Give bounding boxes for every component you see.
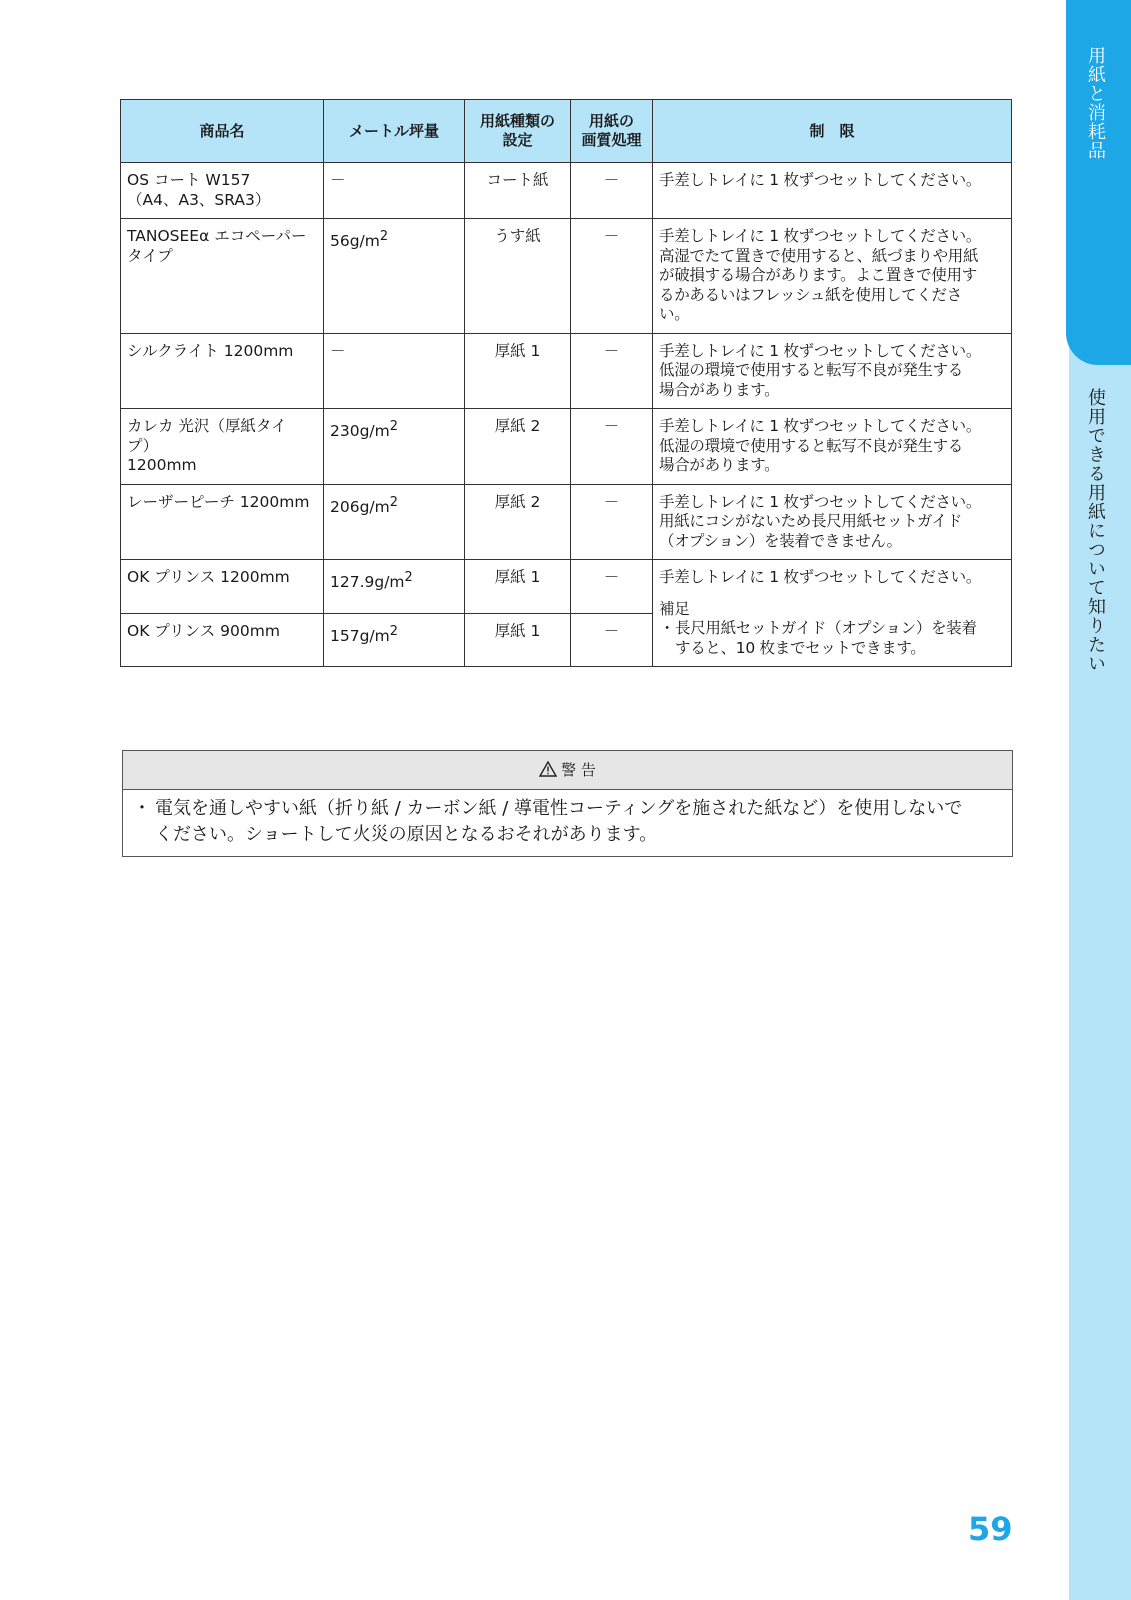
warning-box bbox=[122, 750, 1013, 857]
warning-triangle-icon bbox=[539, 753, 557, 791]
cell-weight: － bbox=[324, 333, 465, 409]
cell-quality: － bbox=[571, 219, 653, 334]
side-tab-usable-paper-label[interactable]: 使用できる用紙について知りたい bbox=[1085, 388, 1106, 673]
header-restrictions: 制 限 bbox=[653, 100, 1012, 163]
cell-paper-type: 厚紙 1 bbox=[465, 333, 571, 409]
cell-weight: $206g/m^2$ bbox=[324, 484, 465, 560]
cell-restrictions: 手差しトレイに 1 枚ずつセットしてください。 高湿でたて置きで使用すると、紙づまりや用紙 が破損する場合があります。よこ置きで使用す るかあるいはフレッシュ紙を使用してくださ い。 bbox=[653, 219, 1012, 334]
warning-title: 警 告 bbox=[561, 761, 596, 779]
header-meter-weight: メートル坪量 bbox=[324, 100, 465, 163]
header-image-quality: 用紙の 画質処理 bbox=[571, 100, 653, 163]
cell-weight: － bbox=[324, 163, 465, 219]
cell-quality: － bbox=[571, 560, 653, 614]
paper-restrictions-table bbox=[120, 99, 1012, 667]
page-number: 59 bbox=[968, 1510, 1013, 1548]
table-row bbox=[121, 484, 1012, 560]
cell-restrictions-merged: 手差しトレイに 1 枚ずつセットしてください。 補足 ・ 長尺用紙セットガイド（オプション）を装着 すると、10 枚までセットできます。 bbox=[653, 560, 1012, 667]
header-product-name: 商品名 bbox=[121, 100, 324, 163]
table-row bbox=[121, 560, 1012, 614]
cell-paper-type: 厚紙 1 bbox=[465, 560, 571, 614]
cell-quality: － bbox=[571, 409, 653, 485]
warning-body: ・ 電気を通しやすい紙（折り紙 / カーボン紙 / 導電性コーティングを施された紙など）を使用しないで ください。ショートして火災の原因となるおそれがあります。 bbox=[133, 798, 963, 845]
cell-paper-type: 厚紙 1 bbox=[465, 613, 571, 667]
cell-product-name: OS コート W157 （A4、A3、SRA3） bbox=[121, 163, 324, 219]
cell-product-name: OK プリンス 1200mm bbox=[121, 560, 324, 614]
note-bullet: ・ 長尺用紙セットガイド（オプション）を装着 すると、10 枚までセットできます。 bbox=[659, 619, 977, 657]
cell-restrictions: 手差しトレイに 1 枚ずつセットしてください。 低湿の環境で使用すると転写不良が発生する 場合があります。 bbox=[653, 333, 1012, 409]
header-paper-type: 用紙種類の 設定 bbox=[465, 100, 571, 163]
cell-restrictions: 手差しトレイに 1 枚ずつセットしてください。 低湿の環境で使用すると転写不良が発生する 場合があります。 bbox=[653, 409, 1012, 485]
cell-paper-type: コート紙 bbox=[465, 163, 571, 219]
note-title: 補足 bbox=[659, 599, 690, 618]
cell-product-name: レーザーピーチ 1200mm bbox=[121, 484, 324, 560]
side-tab-paper-supplies-label: 用紙と消耗品 bbox=[1085, 46, 1106, 160]
cell-quality: － bbox=[571, 613, 653, 667]
cell-product-name: カレカ 光沢（厚紙タイプ） 1200mm bbox=[121, 409, 324, 485]
cell-paper-type: 厚紙 2 bbox=[465, 409, 571, 485]
cell-quality: － bbox=[571, 163, 653, 219]
table-row bbox=[121, 409, 1012, 485]
cell-quality: － bbox=[571, 333, 653, 409]
warning-text-line2: ください。ショートして火災の原因となるおそれがあります。 bbox=[155, 824, 658, 845]
table-row bbox=[121, 163, 1012, 219]
cell-weight: $157g/m^2$ bbox=[324, 613, 465, 667]
cell-product-name: シルクライト 1200mm bbox=[121, 333, 324, 409]
cell-product-name: TANOSEEα エコペーパー タイプ bbox=[121, 219, 324, 334]
cell-weight: $230g/m^2$ bbox=[324, 409, 465, 485]
cell-paper-type: うす紙 bbox=[465, 219, 571, 334]
table-row bbox=[121, 219, 1012, 334]
cell-quality: － bbox=[571, 484, 653, 560]
table-header-row bbox=[121, 100, 1012, 163]
cell-paper-type: 厚紙 2 bbox=[465, 484, 571, 560]
cell-weight: $127.9g/m^2$ bbox=[324, 560, 465, 614]
table-row bbox=[121, 333, 1012, 409]
cell-restrictions: 手差しトレイに 1 枚ずつセットしてください。 bbox=[653, 163, 1012, 219]
warning-header bbox=[123, 751, 1012, 790]
warning-text-line1: 電気を通しやすい紙（折り紙 / カーボン紙 / 導電性コーティングを施された紙など）を使用しないで bbox=[155, 798, 963, 819]
cell-product-name: OK プリンス 900mm bbox=[121, 613, 324, 667]
cell-restrictions: 手差しトレイに 1 枚ずつセットしてください。 用紙にコシがないため長尺用紙セットガイド （オプション）を装着できません。 bbox=[653, 484, 1012, 560]
cell-weight: $56g/m^2$ bbox=[324, 219, 465, 334]
